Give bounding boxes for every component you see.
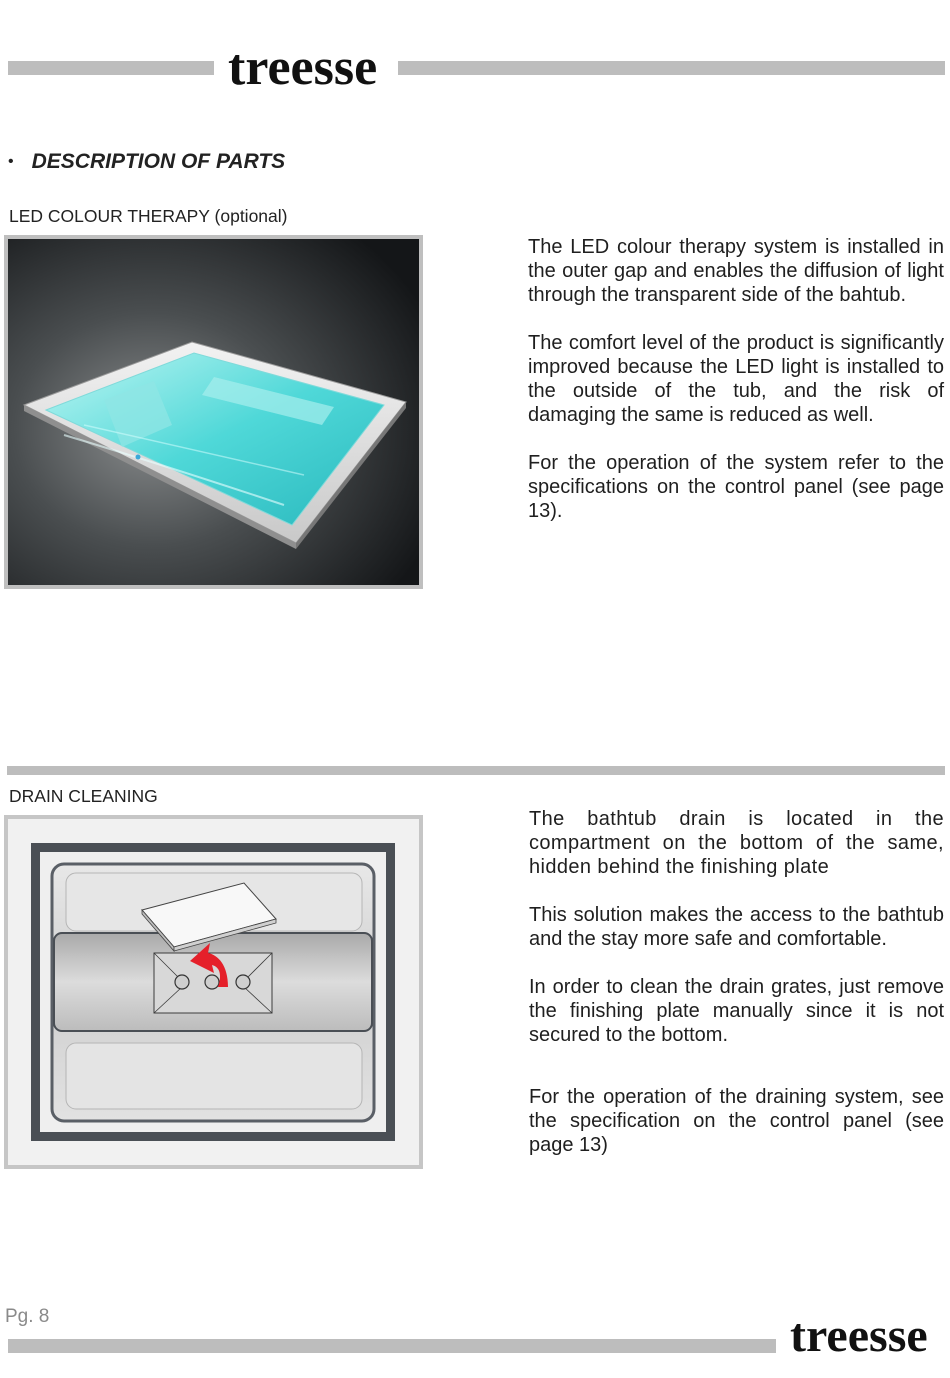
- drain-paragraph: The bathtub drain is located in the compartment on the bottom of the same, hidden behind the finishing plate: [529, 808, 944, 878]
- drain-description: [529, 807, 944, 1157]
- footer-brand-logo: treesse: [790, 1309, 928, 1362]
- title-bullet: •: [8, 153, 14, 170]
- page-number: Pg. 8: [5, 1306, 50, 1327]
- drain-paragraph: This solution makes the access to the bathtub and the stay more safe and comfortable.: [529, 904, 944, 950]
- led-description: [528, 235, 944, 523]
- footer-rule: [8, 1339, 776, 1353]
- led-paragraph: For the operation of the system refer to the specifications on the control panel (see page 13).: [528, 452, 944, 522]
- drain-paragraph: For the operation of the draining system, see the specification on the control panel (see page 13): [529, 1086, 944, 1156]
- led-paragraph: The comfort level of the product is significantly improved because the LED light is installed to the outside of the tub, and the risk of damaging the same is reduced as well.: [528, 332, 944, 426]
- led-paragraph: The LED colour therapy system is installed in the outer gap and enables the diffusion of light through the transparent side of the bahtub.: [528, 236, 944, 306]
- drain-cleaning-image: [4, 815, 423, 1169]
- led-bathtub-image: [4, 235, 423, 589]
- drain-section-label: DRAIN CLEANING: [9, 786, 158, 806]
- header-rule-right: [398, 61, 945, 75]
- title-text: DESCRIPTION OF PARTS: [31, 150, 286, 173]
- page-title: [8, 150, 285, 174]
- header-rule-left: [8, 61, 214, 75]
- header-brand-logo: treesse: [228, 39, 378, 96]
- drain-paragraph: In order to clean the drain grates, just remove the finishing plate manually since it is not secured to the bottom.: [529, 976, 944, 1046]
- led-section-label: LED COLOUR THERAPY (optional): [9, 206, 288, 226]
- section-divider: [7, 766, 945, 775]
